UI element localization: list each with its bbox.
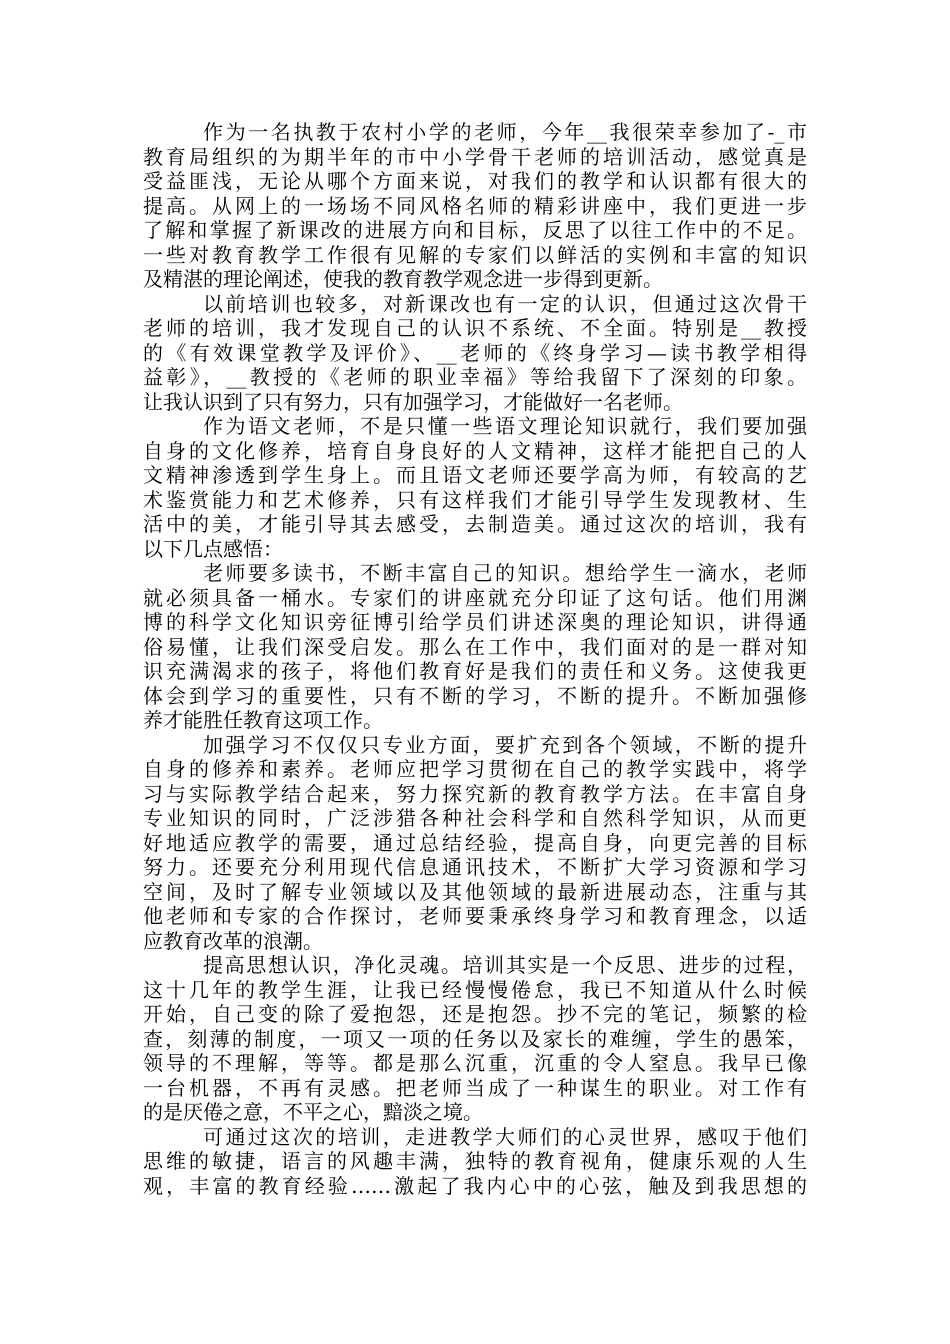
text-line: 益彰》，__教授的《老师的职业幸福》等给我留下了深刻的印象。 [143, 365, 807, 389]
text-line: 查，刻薄的制度，一项又一项的任务以及家长的难缠，学生的愚笨， [143, 1026, 807, 1051]
text-line: 他老师和专家的合作探讨，老师要秉承终身学习和教育理念，以适 [143, 904, 807, 928]
text-line: 可通过这次的培训，走进教学大师们的心灵世界，感叹于他们 [203, 1124, 807, 1149]
text-line: 好地适应教学的需要，通过总结经验，提高自身，向更完善的目标 [143, 830, 807, 855]
text-line: 这十几年的教学生涯，让我已经慢慢倦怠，我已不知道从什么时候 [143, 977, 807, 1002]
text-line: 观，丰富的教育经验……激起了我内心中的心弦，触及到我思想的 [143, 1173, 807, 1198]
text-line: 思维的敏捷，语言的风趣丰满，独特的教育视角，健康乐观的人生 [143, 1149, 807, 1173]
text-line: 体会到学习的重要性，只有不断的学习，不断的提升。不断加强修 [143, 683, 807, 708]
text-line: 文精神渗透到学生身上。而且语文老师还要学高为师，有较高的艺 [143, 463, 807, 487]
text-line: 自身的修养和素养。老师应把学习贯彻在自己的教学实践中，将学 [143, 757, 807, 781]
text-line: 加强学习不仅仅只专业方面，要扩充到各个领域，不断的提升 [203, 732, 807, 757]
document-body [143, 120, 807, 1198]
text-line: 老师的培训，我才发现自己的认识不系统、不全面。特别是__教授 [143, 316, 807, 340]
text-line: 开始，自己变的除了爱抱怨，还是抱怨。抄不完的笔记，频繁的检 [143, 1002, 807, 1026]
text-line: 老师要多读书，不断丰富自己的知识。想给学生一滴水，老师 [203, 561, 807, 585]
text-line: 术鉴赏能力和艺术修养，只有这样我们才能引导学生发现教材、生 [143, 487, 807, 512]
text-line: 识充满渴求的孩子，将他们教育好是我们的责任和义务。这使我更 [143, 659, 807, 683]
text-line: 作为语文老师，不是只懂一些语文理论知识就行，我们要加强 [203, 414, 807, 438]
text-line: 以前培训也较多，对新课改也有一定的认识，但通过这次骨干 [203, 291, 807, 316]
text-line: 的《有效课堂教学及评价》、__老师的《终身学习—读书教学相得 [143, 340, 807, 365]
text-line: 专业知识的同时，广泛涉猎各种社会科学和自然科学知识，从而更 [143, 806, 807, 830]
text-line: 受益匪浅，无论从哪个方面来说，对我们的教学和认识都有很大的 [143, 169, 807, 193]
text-line: 提高。从网上的一场场不同风格名师的精彩讲座中，我们更进一步 [143, 193, 807, 218]
text-line: 以下几点感悟： [143, 536, 283, 561]
text-line: 俗易懂，让我们深受启发。那么在工作中，我们面对的是一群对知 [143, 634, 807, 659]
text-line: 空间，及时了解专业领域以及其他领域的最新进展动态，注重与其 [143, 879, 807, 904]
text-line: 努力。还要充分利用现代信息通讯技术，不断扩大学习资源和学习 [143, 855, 807, 879]
text-line: 一台机器，不再有灵感。把老师当成了一种谋生的职业。对工作有 [143, 1075, 807, 1100]
text-line: 习与实际教学结合起来，努力探究新的教育教学方法。在丰富自身 [143, 781, 807, 806]
text-line: 提高思想认识，净化灵魂。培训其实是一个反思、进步的过程， [203, 953, 807, 977]
text-line: 博的科学文化知识旁征博引给学员们讲述深奥的理论知识，讲得通 [143, 610, 807, 634]
text-line: 一些对教育教学工作很有见解的专家们以鲜活的实例和丰富的知识 [143, 242, 807, 267]
text-line: 领导的不理解，等等。都是那么沉重，沉重的令人窒息。我早已像 [143, 1051, 807, 1075]
text-line: 活中的美，才能引导其去感受，去制造美。通过这次的培训，我有 [143, 512, 807, 536]
text-line: 让我认识到了只有努力，只有加强学习，才能做好一名老师。 [143, 389, 683, 414]
text-line: 自身的文化修养，培育自身良好的人文精神，这样才能把自己的人 [143, 438, 807, 463]
text-line: 应教育改革的浪潮。 [143, 928, 323, 953]
text-line: 养才能胜任教育这项工作。 [143, 708, 383, 732]
text-line: 教育局组织的为期半年的市中小学骨干老师的培训活动，感觉真是 [143, 144, 807, 169]
text-line: 作为一名执教于农村小学的老师，今年__我很荣幸参加了-_市 [203, 120, 807, 144]
text-line: 的是厌倦之意，不平之心，黯淡之境。 [143, 1100, 483, 1124]
text-line: 及精湛的理论阐述，使我的教育教学观念进一步得到更新。 [143, 267, 663, 291]
text-line: 就必须具备一桶水。专家们的讲座就充分印证了这句话。他们用渊 [143, 585, 807, 610]
text-line: 了解和掌握了新课改的进展方向和目标，反思了以往工作中的不足。 [143, 218, 807, 242]
